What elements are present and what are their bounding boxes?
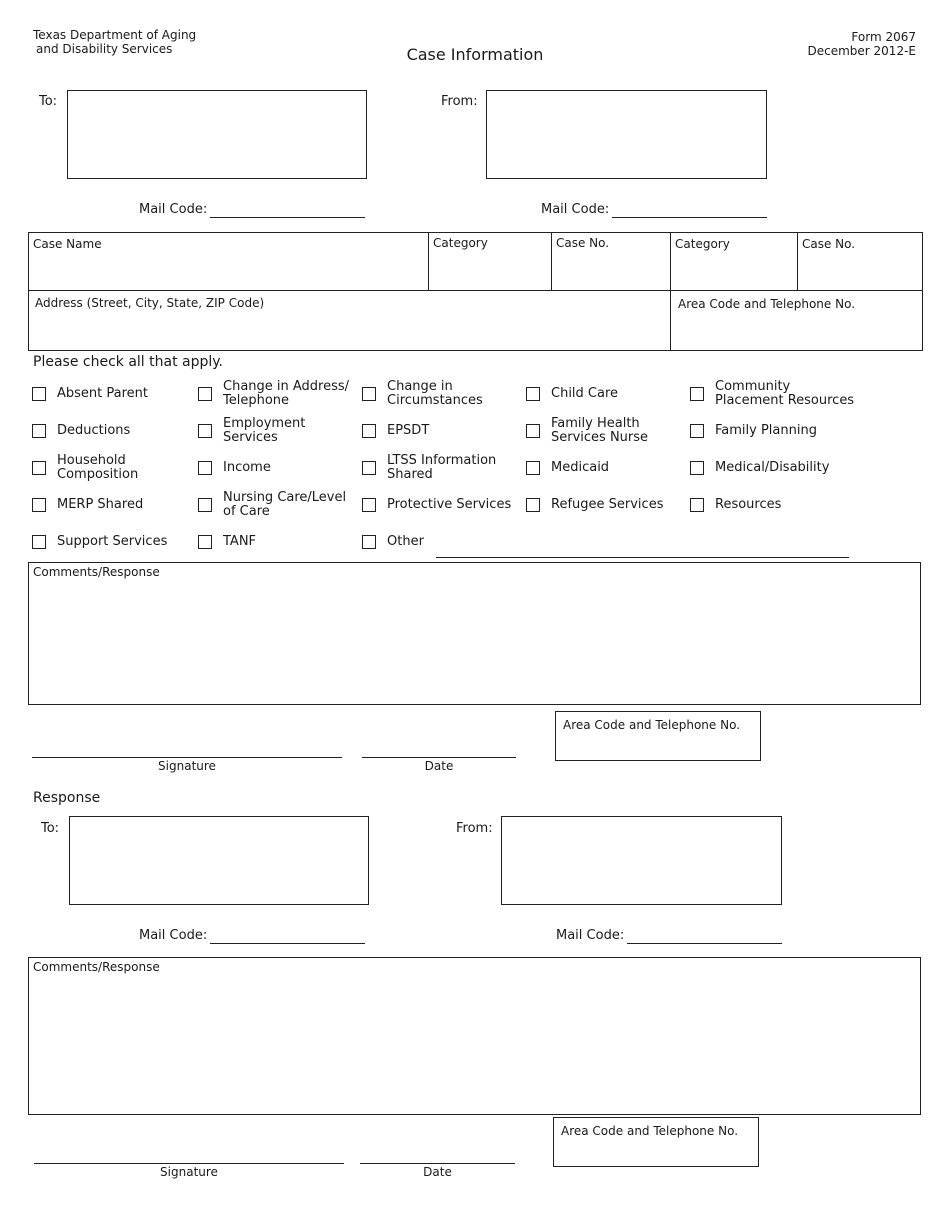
response-to-mail-code-field[interactable] (210, 943, 365, 944)
checkbox-label-ltss-information-shared (387, 454, 537, 483)
checkbox-label-line: Community (715, 378, 791, 394)
checkbox-resources[interactable] (690, 498, 704, 512)
checkbox-label-income (223, 461, 373, 476)
response-to-field[interactable] (69, 816, 369, 905)
checkbox-label-line: Services Nurse (551, 430, 649, 445)
checkbox-change-in-address-telephone[interactable] (198, 387, 212, 401)
checkbox-label-resources (715, 498, 865, 513)
checkbox-label-refugee-services (551, 498, 701, 513)
checkbox-family-planning[interactable] (690, 424, 704, 438)
from-label: From: (441, 94, 478, 109)
response-heading: Response (33, 790, 101, 806)
checkbox-label-line: Circumstances (387, 393, 483, 408)
to-mail-code-label: Mail Code: (139, 202, 208, 217)
form-info (780, 30, 916, 58)
checkbox-label-line: Medicaid (551, 459, 610, 475)
checkbox-merp-shared[interactable] (32, 498, 46, 512)
signature-label: Signature (158, 759, 216, 773)
other-specify-line[interactable] (436, 557, 849, 558)
response-comments-box[interactable] (28, 957, 921, 1115)
page-title: Case Information (406, 45, 544, 64)
checkbox-label-tanf (223, 535, 373, 550)
form-number: Form 2067 (851, 30, 916, 44)
checkbox-ltss-information-shared[interactable] (362, 461, 376, 475)
checkbox-label-line: Services (223, 430, 278, 445)
response-from-field[interactable] (501, 816, 782, 905)
checkbox-label-line: Protective Services (387, 496, 512, 512)
checkbox-label-family-planning (715, 424, 865, 439)
from-mail-code-field[interactable] (612, 217, 767, 218)
table-divider (670, 232, 671, 351)
checkbox-label-epsdt (387, 424, 537, 439)
checkbox-label-line: Household (57, 452, 126, 468)
checkbox-other[interactable] (362, 535, 376, 549)
checklist-instruction: Please check all that apply. (33, 354, 223, 370)
checkbox-label-medicaid (551, 461, 701, 476)
category-label-2: Category (675, 237, 730, 251)
date-label: Date (424, 759, 454, 773)
checkbox-label-employment-services (223, 417, 373, 446)
case-name-label: Case Name (33, 237, 102, 251)
case-phone-label: Area Code and Telephone No. (678, 297, 856, 311)
checkbox-label-nursing-care-level-of-care (223, 491, 373, 520)
response-to-label: To: (41, 821, 60, 836)
checkbox-epsdt[interactable] (362, 424, 376, 438)
checkbox-label-line: Deductions (57, 422, 131, 438)
from-mail-code-label: Mail Code: (541, 202, 610, 217)
checkbox-label-community-placement-resources (715, 380, 865, 409)
response-signature-line[interactable] (34, 1163, 344, 1164)
category-label-1: Category (433, 236, 488, 250)
case-no-label-2: Case No. (802, 237, 856, 251)
agency-line-2: and Disability Services (36, 42, 173, 56)
address-label: Address (Street, City, State, ZIP Code) (35, 296, 265, 310)
checkbox-label-line: Family Planning (715, 422, 817, 438)
checkbox-label-line: Nursing Care/Level (223, 489, 347, 505)
checkbox-support-services[interactable] (32, 535, 46, 549)
table-divider (551, 232, 552, 290)
checkbox-deductions[interactable] (32, 424, 46, 438)
checkbox-community-placement-resources[interactable] (690, 387, 704, 401)
checkbox-label-line: Refugee Services (551, 496, 664, 512)
checkbox-label-other (387, 535, 537, 550)
checkbox-absent-parent[interactable] (32, 387, 46, 401)
form-date: December 2012-E (807, 44, 916, 58)
checkbox-label-change-in-circumstances (387, 380, 537, 409)
checkbox-label-line: Change in (387, 378, 453, 394)
response-from-mail-code-label: Mail Code: (556, 928, 625, 943)
checkbox-household-composition[interactable] (32, 461, 46, 475)
agency-line-1: Texas Department of Aging (33, 28, 197, 42)
response-phone-label: Area Code and Telephone No. (561, 1124, 739, 1138)
checkbox-label-child-care (551, 387, 701, 402)
checkbox-label-protective-services (387, 498, 537, 513)
checkbox-label-line: Other (387, 533, 424, 549)
checkbox-income[interactable] (198, 461, 212, 475)
checkbox-nursing-care-level-of-care[interactable] (198, 498, 212, 512)
checkbox-label-line: Telephone (223, 393, 290, 408)
checkbox-label-line: Medical/Disability (715, 459, 830, 475)
response-date-line[interactable] (360, 1163, 515, 1164)
checkbox-tanf[interactable] (198, 535, 212, 549)
comments-label: Comments/Response (33, 565, 160, 579)
table-divider (28, 290, 923, 291)
checkbox-label-line: LTSS Information (387, 452, 497, 468)
checkbox-label-line: TANF (223, 533, 257, 549)
checkbox-label-line: Child Care (551, 385, 619, 401)
from-field[interactable] (486, 90, 767, 179)
checkbox-label-line: MERP Shared (57, 496, 144, 512)
table-divider (428, 232, 429, 290)
checkbox-label-line: Family Health (551, 415, 640, 431)
to-field[interactable] (67, 90, 367, 179)
checkbox-label-line: Placement Resources (715, 393, 855, 408)
response-signature-label: Signature (160, 1165, 218, 1179)
checkbox-label-line: Change in Address/ (223, 378, 350, 394)
checkbox-label-line: Employment (223, 415, 306, 431)
to-mail-code-field[interactable] (210, 217, 365, 218)
checkbox-label-change-in-address-telephone (223, 380, 373, 409)
checkbox-label-line: Resources (715, 496, 782, 512)
checkbox-label-support-services (57, 535, 207, 550)
checkbox-label-line: Absent Parent (57, 385, 148, 401)
signature-line[interactable] (32, 757, 342, 758)
response-from-mail-code-field[interactable] (627, 943, 782, 944)
checkbox-employment-services[interactable] (198, 424, 212, 438)
checkbox-label-medical-disability (715, 461, 865, 476)
checkbox-label-household-composition (57, 454, 207, 483)
response-from-label: From: (456, 821, 493, 836)
checkbox-label-deductions (57, 424, 207, 439)
checkbox-refugee-services[interactable] (526, 498, 540, 512)
comments-box[interactable] (28, 562, 921, 705)
checkbox-medical-disability[interactable] (690, 461, 704, 475)
checkbox-label-line: Shared (387, 467, 433, 482)
case-no-label-1: Case No. (556, 236, 610, 250)
checkbox-label-line: of Care (223, 504, 270, 519)
checkbox-medicaid[interactable] (526, 461, 540, 475)
checkbox-label-merp-shared (57, 498, 207, 513)
checkbox-label-line: Composition (57, 467, 139, 482)
checkbox-change-in-circumstances[interactable] (362, 387, 376, 401)
date-line[interactable] (362, 757, 516, 758)
checkbox-label-absent-parent (57, 387, 207, 402)
checkbox-child-care[interactable] (526, 387, 540, 401)
to-label: To: (39, 94, 58, 109)
checkbox-family-health-services-nurse[interactable] (526, 424, 540, 438)
checkbox-label-line: Support Services (57, 533, 168, 549)
response-date-label: Date (423, 1165, 452, 1179)
agency-name (33, 28, 196, 56)
table-divider (797, 232, 798, 290)
checkbox-label-line: EPSDT (387, 422, 430, 438)
response-comments-label: Comments/Response (33, 960, 160, 974)
checkbox-label-family-health-services-nurse (551, 417, 701, 446)
phone-label: Area Code and Telephone No. (563, 718, 741, 732)
response-to-mail-code-label: Mail Code: (139, 928, 208, 943)
checkbox-protective-services[interactable] (362, 498, 376, 512)
checkbox-label-line: Income (223, 459, 271, 475)
